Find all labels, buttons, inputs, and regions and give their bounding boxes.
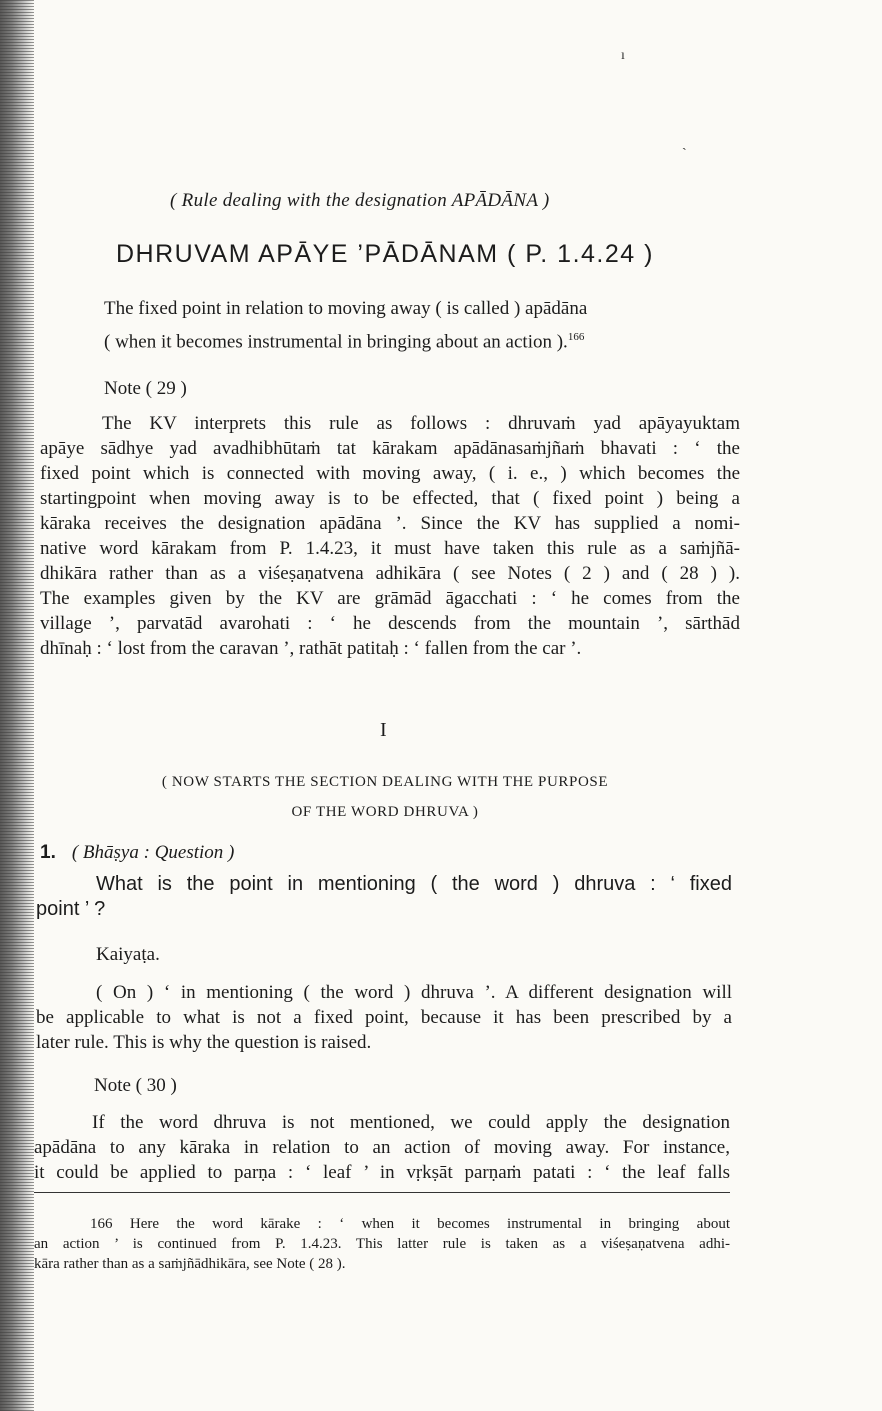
item-label: ( Bhāṣya : Question ) <box>71 842 235 863</box>
note-line: village ’, parvatād avarohati : ‘ he descends from the mountain ’, sārthād <box>40 613 740 634</box>
note-line: dhikāra rather than as a viśeṣaṇatvena adhikāra ( see Notes ( 2 ) and ( 28 ) ). <box>40 563 740 584</box>
kaiyata-line: ( On ) ‘ in mentioning ( the word ) dhruva ’. A different designation will <box>96 982 732 1003</box>
note-line: The KV interprets this rule as follows : dhruvaṁ yad apāyayuktam <box>102 413 740 434</box>
note-29-body <box>40 411 740 661</box>
scan-speck: ı <box>621 48 625 63</box>
note-line: startingpoint when moving away is to be effected, that ( fixed point ) being a <box>40 488 740 509</box>
footnote-marker: 166 <box>567 331 585 343</box>
section-caption: ( Rule dealing with the designation APĀDĀNA ) <box>170 190 550 211</box>
question-line: What is the point in mentioning ( the word ) dhruva : ‘ fixed <box>96 873 732 895</box>
section-number: I <box>380 719 387 741</box>
scan-speck: ˎ <box>682 136 687 151</box>
rule-title: DHRUVAM APĀYE ’PĀDĀNAM ( P. 1.4.24 ) <box>116 240 654 268</box>
item-number: 1. <box>40 842 56 863</box>
footnote-line: kāra rather than as a saṁjñādhikāra, see Note ( 28 ). <box>34 1256 346 1272</box>
question-line: point ’ ? <box>36 898 106 920</box>
translation-text: ( when it becomes instrumental in bringing about an action ). <box>104 331 568 353</box>
kaiyata-body <box>36 980 732 1055</box>
note-line: kāraka receives the designation apādāna ’. Since the KV has supplied a nomi- <box>40 513 740 534</box>
note-30-body <box>34 1110 730 1185</box>
note-line: it could be applied to parṇa : ‘ leaf ’ in vṛkṣāt parṇaṁ patati : ‘ the leaf falls <box>34 1162 730 1183</box>
rule-translation <box>104 296 684 354</box>
note-line: dhīnaḥ : ‘ lost from the caravan ’, rathāt patitaḥ : ‘ fallen from the car ’. <box>40 638 582 659</box>
section-heading <box>120 767 650 827</box>
note-line: fixed point which is connected with moving away, ( i. e., ) which becomes the <box>40 463 740 484</box>
footnote-separator <box>34 1192 730 1193</box>
footnote-line: 166 Here the word kārake : ‘ when it becomes instrumental in bringing about <box>90 1216 730 1232</box>
kaiyata-line: be applicable to what is not a fixed point, because it has been prescribed by a <box>36 1007 732 1028</box>
note-line: If the word dhruva is not mentioned, we could apply the designation <box>92 1112 730 1133</box>
item-1-label-row <box>40 840 234 865</box>
footnote-line: an action ’ is continued from P. 1.4.23. This latter rule is taken as a viśeṣaṇatvena adhi- <box>34 1236 730 1252</box>
section-heading-line: ( NOW STARTS THE SECTION DEALING WITH THE PURPOSE <box>161 774 609 790</box>
note-line: apāye sādhye yad avadhibhūtaṁ tat kārakam apādānasaṁjñaṁ bhavati : ‘ the <box>40 438 740 459</box>
section-heading-line: OF THE WORD DHRUVA ) <box>291 804 479 820</box>
note-29-heading: Note ( 29 ) <box>104 378 187 399</box>
footnote <box>34 1214 730 1274</box>
kaiyata-heading: Kaiyaṭa. <box>96 944 160 965</box>
item-1-question <box>36 872 732 922</box>
note-30-heading: Note ( 30 ) <box>94 1075 177 1096</box>
note-line: native word kārakam from P. 1.4.23, it must have taken this rule as a saṁjñā- <box>40 538 740 559</box>
kaiyata-line: later rule. This is why the question is raised. <box>36 1032 372 1053</box>
translation-line <box>104 325 684 354</box>
translation-line: The fixed point in relation to moving away ( is called ) apādāna <box>104 298 588 319</box>
note-line: apādāna to any kāraka in relation to an action of moving away. For instance, <box>34 1137 730 1158</box>
note-line: The examples given by the KV are grāmād āgacchati : ‘ he comes from the <box>40 588 740 609</box>
